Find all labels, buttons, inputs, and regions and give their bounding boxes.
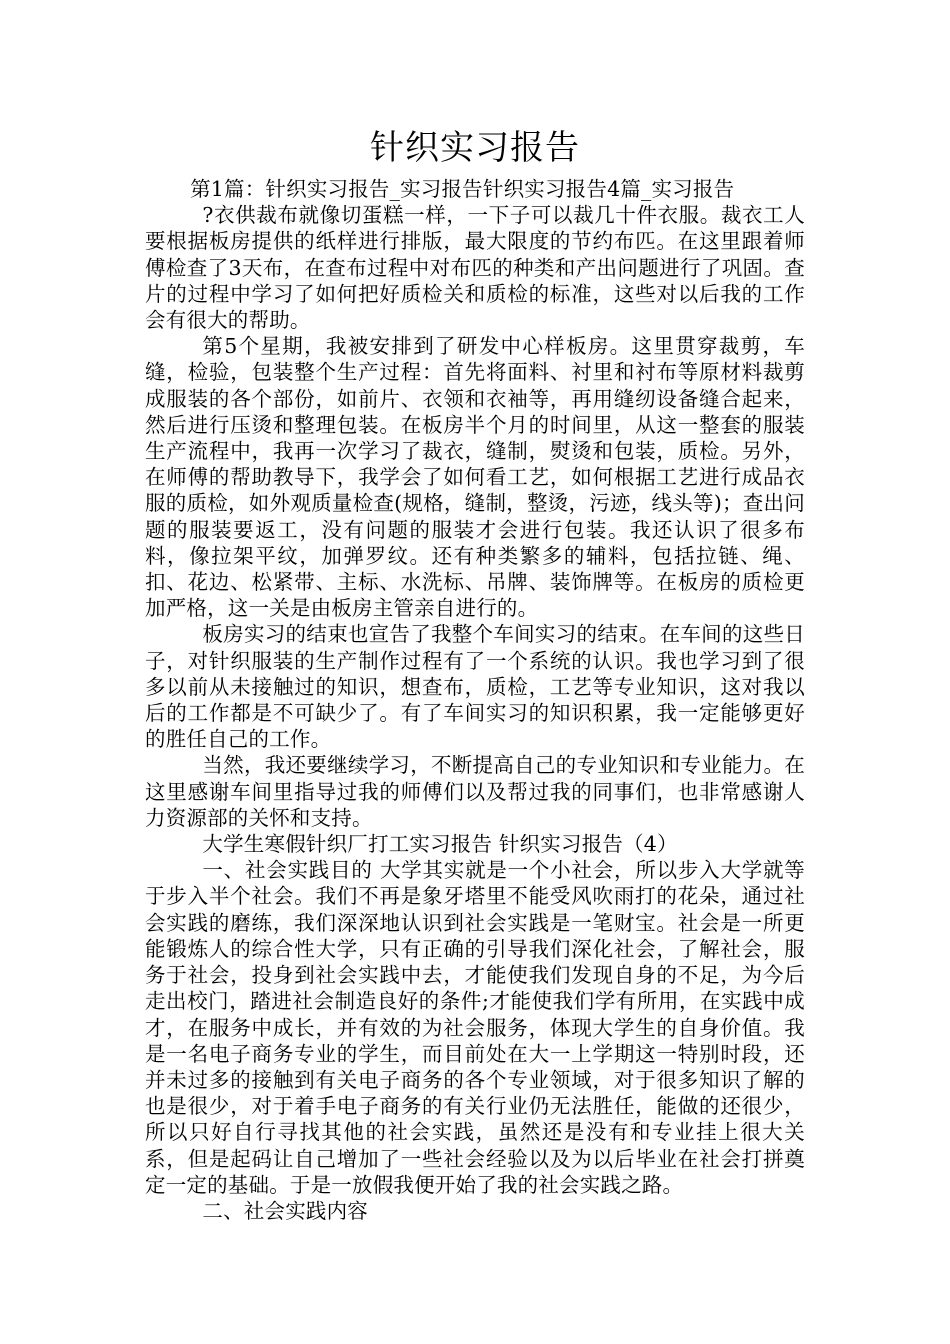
document-title: 针织实习报告: [370, 128, 580, 168]
document-body: [145, 176, 805, 1224]
paragraph: 一、社会实践目的 大学其实就是一个小社会，所以步入大学就等于步入半个社会。我们不再是象牙塔里不能受风吹雨打的花朵，通过社会实践的磨练，我们深深地认识到社会实践是一笔财宝。社会是一所更能锻炼人的综合性大学，只有正确的引导我们深化社会，了解社会，服务于社会，投身到社会实践中去，才能使我们发现自身的不足，为今后走出校门，踏进社会制造良好的条件;才能使我们学有所用，在实践中成才，在服务中成长，并有效的为社会服务，体现大学生的自身价值。我是一名电子商务专业的学生，而目前处在大一上学期这一特别时段，还并未过多的接触到有关电子商务的各个专业领域，对于很多知识了解的也是很少，对于着手电子商务的有关行业仍无法胜任，能做的还很少，所以只好自行寻找其他的社会实践，虽然还是没有和专业挂上很大关系，但是起码让自己增加了一些社会经验以及为以后毕业在社会打拼奠定一定的基础。于是一放假我便开始了我的社会实践之路。: [145, 858, 805, 1197]
paragraph: 板房实习的结束也宣告了我整个车间实习的结束。在车间的这些日子，对针织服装的生产制作过程有了一个系统的认识。我也学习到了很多以前从未接触过的知识，想查布，质检，工艺等专业知识，这对我以后的工作都是不可缺少了。有了车间实习的知识积累，我一定能够更好的胜任自己的工作。: [145, 622, 805, 752]
section-heading: 二、社会实践内容: [202, 1198, 368, 1223]
section-heading: 大学生寒假针织厂打工实习报告 针织实习报告（4）: [202, 832, 678, 857]
paragraph: ?衣供裁布就像切蛋糕一样，一下子可以裁几十件衣服。裁衣工人要根据板房提供的纸样进行排版，最大限度的节约布匹。在这里跟着师傅检查了3天布，在查布过程中对布匹的种类和产出问题进行了巩固。查片的过程中学习了如何把好质检关和质检的标准，这些对以后我的工作会有很大的帮助。: [145, 203, 805, 333]
paragraph: 第5个星期，我被安排到了研发中心样板房。这里贯穿裁剪，车缝，检验，包装整个生产过程：首先将面料、衬里和衬布等原材料裁剪成服装的各个部份，如前片、衣领和衣袖等，再用缝纫设备缝合起来，然后进行压烫和整理包装。在板房半个月的时间里，从这一整套的服装生产流程中，我再一次学习了裁衣，缝制，熨烫和包装，质检。另外，在师傅的帮助教导下，我学会了如何看工艺，如何根据工艺进行成品衣服的质检，如外观质量检查(规格，缝制，整烫，污迹，线头等)；查出问题的服装要返工，没有问题的服装才会进行包装。我还认识了很多布料，像拉架平纹，加弹罗纹。还有种类繁多的辅料，包括拉链、绳、扣、花边、松紧带、主标、水洗标、吊牌、装饰牌等。在板房的质检更加严格，这一关是由板房主管亲自进行的。: [145, 334, 805, 621]
paragraph-heading: 第1篇：针织实习报告_实习报告针织实习报告4篇_实习报告: [190, 177, 735, 201]
paragraph: 当然，我还要继续学习，不断提高自己的专业知识和专业能力。在这里感谢车间里指导过我的师傅们以及帮过我的同事们，也非常感谢人力资源部的关怀和支持。: [145, 753, 805, 830]
